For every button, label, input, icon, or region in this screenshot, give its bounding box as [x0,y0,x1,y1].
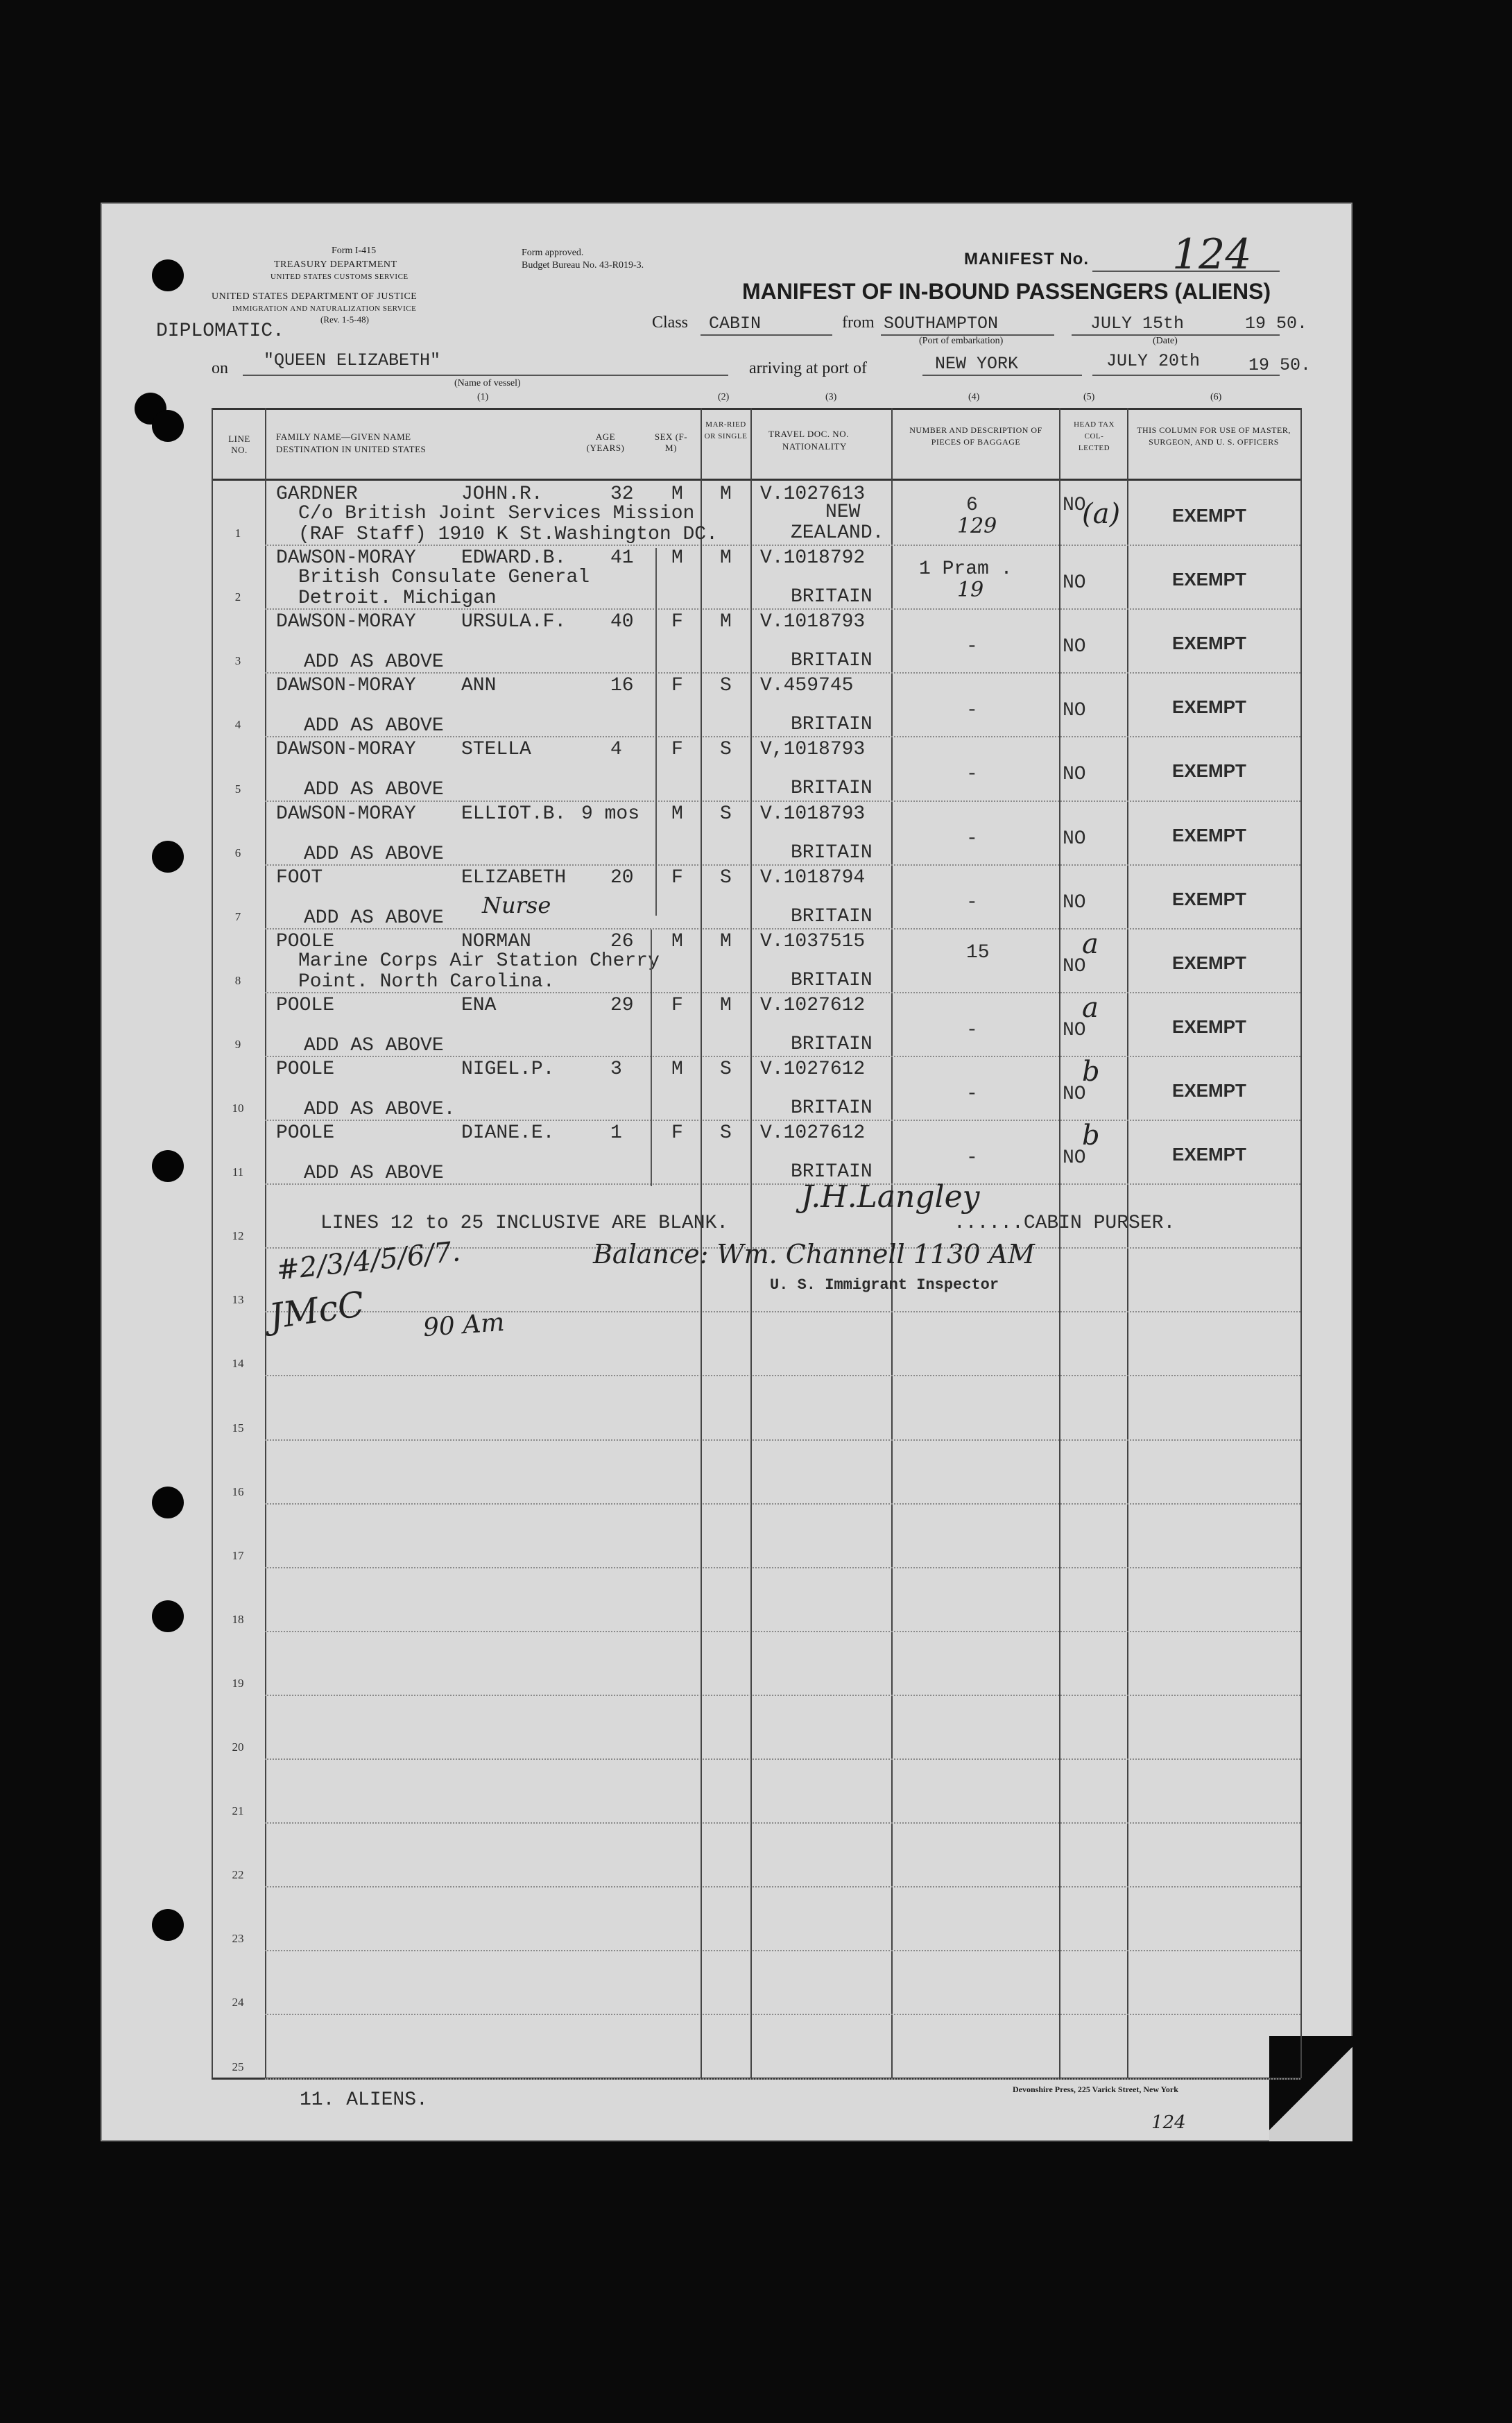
line-number: 7 [234,909,241,923]
baggage-weight: 19 [957,578,984,603]
family-name: DAWSON-MORAY [276,611,416,633]
col-header-line-no: LINE NO. [228,434,250,455]
port-embarkation-caption: (Port of embarkation) [919,336,1004,346]
given-name: EDWARD.B. [461,547,567,570]
arrival-date-underline [1092,375,1280,376]
baggage: - [966,1019,978,1041]
given-name: JOHN.R. [461,483,543,505]
travel-doc-number: V.1027612 [760,1122,866,1144]
manifest-no-value: 124 [1172,230,1252,279]
line-number: 17 [232,1548,244,1562]
given-name: NORMAN [461,930,531,952]
column-divider [1059,408,1060,2078]
column-number: (1) [477,392,489,402]
marital-status: S [720,675,732,697]
line-number: 16 [232,1484,244,1498]
age: 40 [610,611,634,633]
baggage-weight: 129 [957,514,997,538]
column-divider [1300,408,1302,2078]
age: 41 [610,547,634,570]
column-number: (6) [1210,392,1222,402]
destination-line-1: C/o British Joint Services Mission [298,503,695,524]
sex: F [671,1122,683,1144]
age: 26 [610,930,634,952]
nationality: BRITAIN [791,841,873,864]
line-number: 24 [232,1996,244,2010]
officer-use-stamp: EXEMPT [1172,952,1246,973]
given-name: NIGEL.P. [461,1058,555,1080]
treasury-label: TREASURY DEPARTMENT [274,259,397,270]
margin-note-lines: #2/3/4/5/6/7. [275,1235,462,1287]
nationality: BRITAIN [791,1097,873,1119]
line-number: 22 [232,1868,244,1882]
baggage: 1 Pram . [919,558,1013,581]
binder-hole [152,1487,184,1518]
col-header-age: AGE (YEARS) [586,431,625,453]
immigration-label: IMMIGRATION AND NATURALIZATION SERVICE [232,305,417,313]
destination-line-1: ADD AS ABOVE [304,843,444,865]
head-tax: NO [1063,1147,1086,1169]
row-rule [265,1695,1300,1696]
marital-status: M [720,994,732,1016]
margin-note-time: 90 Am [422,1308,506,1343]
vessel-caption: (Name of vessel) [454,378,521,388]
given-name: URSULA.F. [461,611,567,633]
folded-corner [1269,2036,1352,2141]
officer-use-stamp: EXEMPT [1172,760,1246,782]
age: 20 [610,866,634,889]
sex: F [671,866,683,889]
occupation-note: Nurse [482,891,551,918]
family-name: POOLE [276,1058,335,1080]
printer-credit: Devonshire Press, 225 Varick Street, New York [1013,2084,1178,2094]
lines-blank-note: LINES 12 to 25 INCLUSIVE ARE BLANK. [320,1213,729,1234]
column-number: (4) [968,392,980,402]
travel-doc-number: V.1027612 [760,994,866,1016]
family-name: DAWSON-MORAY [276,739,416,761]
destination-line-1: ADD AS ABOVE [304,1034,444,1056]
baggage: 6 [966,495,978,516]
line-number: 1 [234,526,241,540]
line-number: 10 [232,1102,244,1115]
family-name: DAWSON-MORAY [276,675,416,697]
marital-status: S [720,1122,732,1144]
line-number: 4 [234,718,241,732]
binder-hole [152,410,184,442]
travel-doc-number: V.459745 [760,675,854,697]
given-name: ELLIOT.B. [461,803,567,825]
destination-line-1: ADD AS ABOVE [304,651,444,674]
head-tax: NO [1063,1019,1086,1041]
line-number: 14 [232,1357,244,1371]
destination-line-2: (RAF Staff) 1910 K St.Washington DC. [298,524,718,545]
cabin-purser-label: ......CABIN PURSER. [954,1213,1176,1234]
sex: F [671,994,683,1016]
table-top-rule [212,408,1300,410]
col-header-officers: THIS COLUMN FOR USE OF MASTER, SURGEON, AND U. S. OFFICERS [1137,425,1291,447]
marital-status: M [720,930,732,952]
sex: F [671,675,683,697]
age: 9 mos [581,803,640,825]
class-label: Class [652,314,689,332]
customs-label: UNITED STATES CUSTOMS SERVICE [270,273,409,281]
line-number: 15 [232,1421,244,1435]
marital-status: S [720,866,732,889]
officer-use-stamp: EXEMPT [1172,633,1246,654]
head-tax-note: b [1082,1120,1100,1151]
travel-doc-number: V.1027613 [760,483,866,505]
nationality: BRITAIN [791,714,873,736]
baggage: - [966,1083,978,1105]
destination-line-1: Marine Corps Air Station Cherry [298,950,660,972]
on-label: on [212,359,228,377]
line-number: 13 [232,1293,244,1307]
travel-doc-number: V.1018793 [760,611,866,633]
from-label: from [842,314,875,332]
column-number: (3) [825,392,837,402]
diplomatic-stamp: DIPLOMATIC. [156,320,284,342]
line-number: 20 [232,1740,244,1754]
class-underline [701,334,832,336]
line-number: 6 [234,846,241,859]
officer-use-stamp: EXEMPT [1172,1079,1246,1101]
given-name: DIANE.E. [461,1122,555,1144]
vessel-name: "QUEEN ELIZABETH" [264,350,441,370]
row-rule [265,1439,1300,1441]
page-number: 124 [1151,2112,1186,2133]
destination-line-1: ADD AS ABOVE [304,779,444,801]
arrival-date: JULY 20th [1106,351,1201,371]
head-tax-note: (a) [1082,498,1121,530]
manifest-title: MANIFEST OF IN-BOUND PASSENGERS (ALIENS) [742,279,1271,304]
line-number: 23 [232,1932,244,1946]
officer-use-stamp: EXEMPT [1172,569,1246,590]
line-number: 18 [232,1612,244,1626]
nationality-line-1: NEW [825,502,861,523]
given-name: ENA [461,994,497,1016]
age: 3 [610,1058,622,1080]
head-tax-note: a [1082,991,1099,1024]
officer-use-stamp: EXEMPT [1172,1016,1246,1037]
marital-status: S [720,803,732,825]
baggage: - [966,1147,978,1169]
column-divider [212,408,213,2078]
row-rule [265,2078,1300,2080]
nationality: BRITAIN [791,1161,873,1183]
given-name: ANN [461,675,497,697]
budget-bureau: Budget Bureau No. 43-R019-3. [522,260,644,271]
age: 4 [610,739,622,761]
family-name: POOLE [276,994,335,1016]
line-number: 2 [234,590,241,604]
row-rule [265,1567,1300,1568]
justice-label: UNITED STATES DEPARTMENT OF JUSTICE [212,291,418,302]
row-rule [265,1503,1300,1505]
table-header-rule [212,479,1300,481]
pencil-bracket-line [655,548,657,916]
family-name: GARDNER [276,483,358,505]
col-header-baggage: NUMBER AND DESCRIPTION OF PIECES OF BAGGAGE [909,425,1042,447]
travel-doc-number: V.1018794 [760,866,866,889]
marital-status: M [720,547,732,570]
margin-note-initials: JMcC [266,1283,367,1337]
head-tax-note: a [1082,927,1099,960]
immigrant-inspector: U. S. Immigrant Inspector [770,1276,999,1294]
pencil-bracket-line [651,930,652,1186]
nationality: BRITAIN [791,650,873,672]
destination-line-1: ADD AS ABOVE [304,715,444,737]
date-caption: (Date) [1153,336,1178,346]
officer-use-stamp: EXEMPT [1172,1144,1246,1165]
head-tax: NO [1063,891,1086,914]
sex: M [671,547,683,570]
line-number: 3 [234,654,241,668]
binder-hole [152,1909,184,1941]
binder-hole [152,1150,184,1182]
class-value: CABIN [709,314,762,334]
age: 16 [610,675,634,697]
from-value: SOUTHAMPTON [884,314,999,334]
nationality: BRITAIN [791,778,873,800]
col-header-nationality: NATIONALITY [782,441,847,452]
given-name: ELIZABETH [461,866,567,889]
head-tax-note: b [1082,1055,1100,1088]
purser-signature: J.H.Langley [801,1179,980,1215]
marital-status: M [720,483,732,505]
officer-use-stamp: EXEMPT [1172,824,1246,846]
travel-doc-number: V.1027612 [760,1058,866,1080]
manifest-no-underline [1092,271,1280,272]
family-name: DAWSON-MORAY [276,547,416,570]
col-header-head-tax: HEAD TAX COL-LECTED [1074,420,1115,452]
row-rule [265,1758,1300,1760]
line-number: 9 [234,1037,241,1051]
baggage: 15 [966,941,990,964]
head-tax: NO [1063,764,1086,786]
arrival-year: 19 50. [1248,355,1312,375]
nationality: BRITAIN [791,586,873,608]
marital-status: S [720,739,732,761]
officer-use-stamp: EXEMPT [1172,505,1246,526]
baggage: - [966,828,978,850]
aliens-count: 11. ALIENS. [300,2089,428,2111]
form-number: Form I-415 [332,246,377,256]
destination-line-1: ADD AS ABOVE [304,907,444,929]
row-rule [265,1311,1300,1312]
baggage: - [966,891,978,914]
nationality: BRITAIN [791,969,873,991]
travel-doc-number: V.1018793 [760,803,866,825]
column-divider [1127,408,1128,2078]
arrival-port: NEW YORK [935,354,1019,374]
destination-line-1: ADD AS ABOVE. [304,1098,456,1120]
revision-label: (Rev. 1-5-48) [320,314,369,325]
given-name: STELLA [461,739,531,761]
col-header-destination: DESTINATION IN UNITED STATES [276,444,427,454]
head-tax: NO [1063,1083,1086,1105]
head-tax: NO [1063,495,1086,516]
travel-doc-number: V.1018792 [760,547,866,570]
row-rule [265,1631,1300,1632]
head-tax: NO [1063,828,1086,850]
line-number: 5 [234,782,241,796]
row-rule [265,1950,1300,1951]
sex: F [671,739,683,761]
column-number: (5) [1083,392,1095,402]
sex: M [671,1058,683,1080]
travel-doc-number: V,1018793 [760,739,866,761]
head-tax: NO [1063,572,1086,594]
sex: M [671,930,683,952]
marital-status: S [720,1058,732,1080]
col-header-travel-doc: TRAVEL DOC. NO. [768,429,849,439]
officer-use-stamp: EXEMPT [1172,696,1246,718]
departure-year: 19 50. [1245,314,1308,334]
line-number: 12 [232,1229,244,1243]
col-header-sex: SEX (F-M) [654,431,688,453]
arriving-label: arriving at port of [749,359,867,377]
baggage: - [966,700,978,722]
row-rule [265,2014,1300,2015]
head-tax: NO [1063,955,1086,977]
vessel-underline [243,375,728,376]
age: 32 [610,483,634,505]
age: 29 [610,994,634,1016]
destination-line-1: ADD AS ABOVE [304,1163,444,1184]
line-number: 21 [232,1804,244,1818]
col-header-name: FAMILY NAME—GIVEN NAME [276,431,411,442]
head-tax: NO [1063,636,1086,658]
family-name: FOOT [276,866,323,889]
column-divider [265,408,266,2078]
col-header-married: MAR-RIED OR SINGLE [704,420,748,440]
nationality: ZEALAND. [791,522,884,544]
manifest-no-label: MANIFEST No. [964,250,1089,268]
destination-line-1: British Consulate General [298,567,590,589]
family-name: POOLE [276,930,335,952]
column-number: (2) [718,392,730,402]
arrival-port-underline [922,375,1082,376]
family-name: POOLE [276,1122,335,1144]
line-number: 19 [232,1676,244,1690]
destination-line-2: Detroit. Michigan [298,588,497,610]
line-number: 25 [232,2060,244,2073]
balance-note: Balance: Wm. Channell 1130 AM [593,1239,1035,1269]
head-tax: NO [1063,700,1086,722]
travel-doc-number: V.1037515 [760,930,866,952]
baggage: - [966,764,978,786]
marital-status: M [720,611,732,633]
nationality: BRITAIN [791,905,873,927]
age: 1 [610,1122,622,1144]
destination-line-2: Point. North Carolina. [298,970,555,993]
line-number: 11 [232,1165,244,1179]
baggage: - [966,636,978,658]
line-number: 8 [234,973,241,987]
sex: M [671,483,683,505]
row-rule [265,1375,1300,1376]
officer-use-stamp: EXEMPT [1172,888,1246,909]
binder-hole [152,841,184,873]
sex: M [671,803,683,825]
row-rule [265,1886,1300,1887]
binder-hole [152,1600,184,1632]
row-rule [265,1822,1300,1824]
form-approved: Form approved. [522,248,584,258]
departure-date: JULY 15th [1090,314,1185,334]
family-name: DAWSON-MORAY [276,803,416,825]
nationality: BRITAIN [791,1033,873,1055]
binder-hole [152,259,184,291]
sex: F [671,611,683,633]
